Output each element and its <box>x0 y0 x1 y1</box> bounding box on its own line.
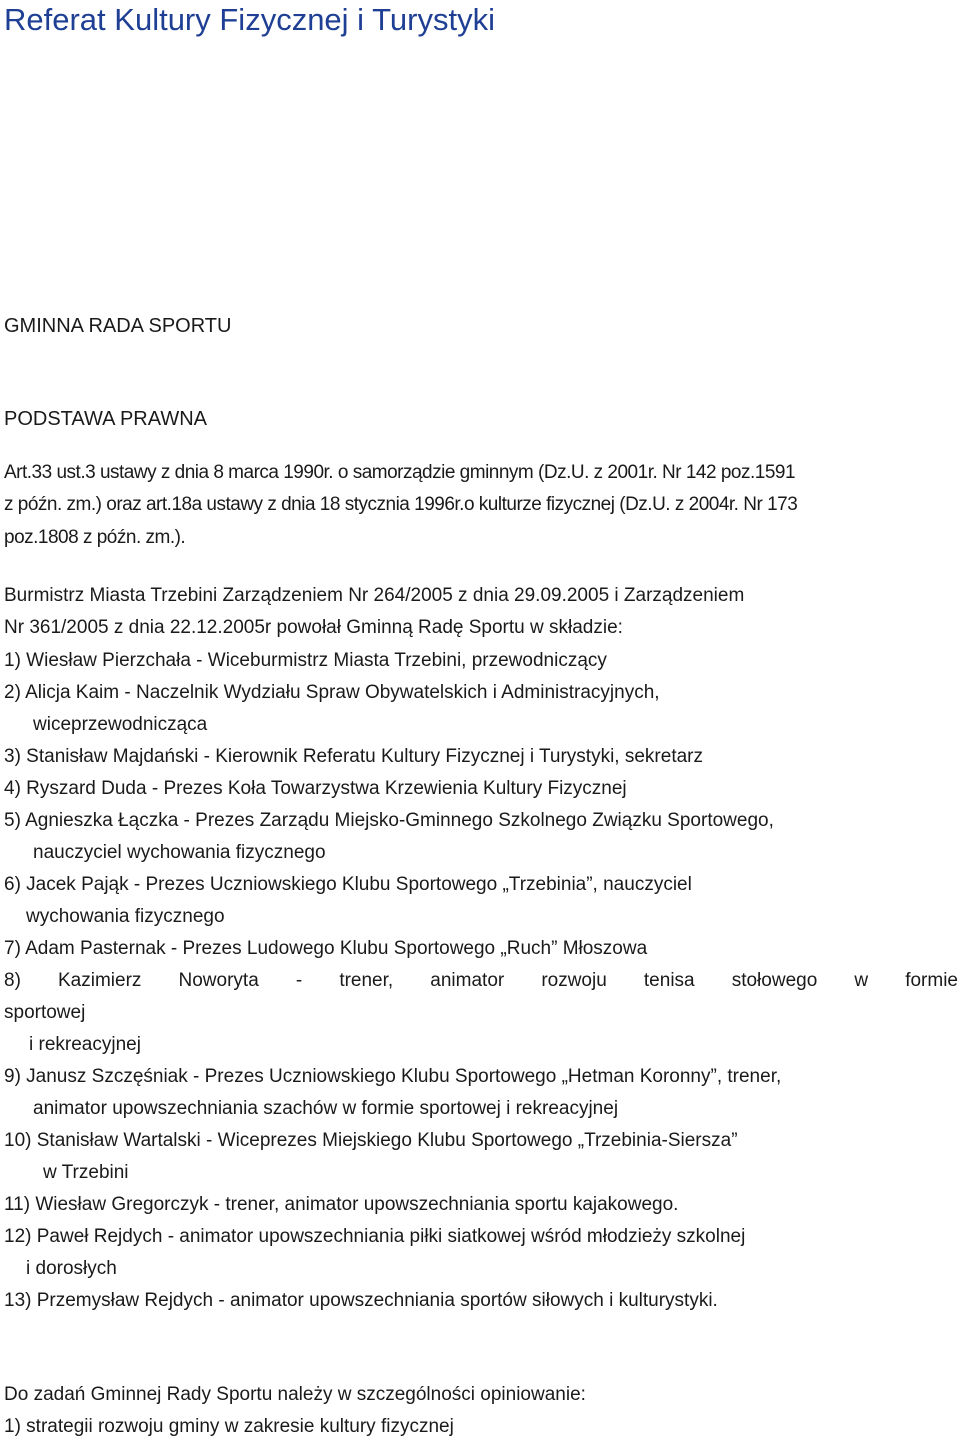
member-text-continuation: i dorosłych <box>26 1258 117 1279</box>
member-text: 5) Agnieszka Łączka - Prezes Zarządu Miejsko-Gminnego Szkolnego Związku Sportowego, <box>4 810 774 831</box>
member-text: 13) Przemysław Rejdych - animator upowszechniania sportów siłowych i kulturystyki. <box>4 1290 718 1311</box>
member-text-continuation: nauczyciel wychowania fizycznego <box>33 842 326 863</box>
member-text: 2) Alicja Kaim - Naczelnik Wydziału Spraw Obywatelskich i Administracyjnych, <box>4 682 660 703</box>
member-text: 1) Wiesław Pierzchała - Wiceburmistrz Miasta Trzebini, przewodniczący <box>4 650 607 671</box>
legal-basis-text <box>4 457 958 554</box>
member-text: 4) Ryszard Duda - Prezes Koła Towarzystwa Krzewienia Kultury Fizycznej <box>4 778 627 799</box>
member-text: 3) Stanisław Majdański - Kierownik Referatu Kultury Fizycznej i Turystyki, sekretarz <box>4 746 704 767</box>
list-item <box>4 1221 958 1285</box>
list-item <box>4 1061 958 1125</box>
member-text-continuation: i rekreacyjnej <box>29 1034 141 1055</box>
member-text-continuation: sportowej <box>4 1002 86 1023</box>
list-item: 1) strategii rozwoju gminy w zakresie kultury fizycznej <box>4 1416 454 1437</box>
legal-basis-line: poz.1808 z późn. zm.). <box>4 527 186 548</box>
decree-text <box>4 580 958 645</box>
member-text-continuation: w Trzebini <box>43 1162 129 1183</box>
list-item <box>4 677 958 741</box>
article-body <box>4 310 958 1443</box>
decree-line: Nr 361/2005 z dnia 22.12.2005r powołał Gminną Radę Sportu w składzie: <box>4 617 623 638</box>
member-text: 9) Janusz Szczęśniak - Prezes Uczniowskiego Klubu Sportowego „Hetman Koronny”, trener, <box>4 1066 782 1087</box>
council-heading: GMINNA RADA SPORTU <box>4 315 232 337</box>
list-item <box>4 741 958 773</box>
list-item <box>4 645 958 677</box>
list-item <box>4 1189 958 1221</box>
list-item <box>4 869 958 933</box>
member-text: 12) Paweł Rejdych - animator upowszechniania piłki siatkowej wśród młodzieży szkolnej <box>4 1226 746 1247</box>
member-text: 7) Adam Pasternak - Prezes Ludowego Klubu Sportowego „Ruch” Młoszowa <box>4 938 648 959</box>
page-title: Referat Kultury Fizycznej i Turystyki <box>4 2 495 37</box>
member-text-continuation: wiceprzewodnicząca <box>33 714 208 735</box>
member-text: 8) Kazimierz Noworyta - trener, animator rozwoju tenisa stołowego w formie <box>4 970 958 991</box>
legal-basis-line: z późn. zm.) oraz art.18a ustawy z dnia 18 stycznia 1996r.o kulturze fizycznej (Dz.U. z 2004r. Nr 173 <box>4 494 798 515</box>
list-item <box>4 1125 958 1189</box>
list-item <box>4 933 958 965</box>
tasks-intro: Do zadań Gminnej Rady Sportu należy w szczególności opiniowanie: <box>4 1384 586 1405</box>
member-text: 11) Wiesław Gregorczyk - trener, animator upowszechniania sportu kajakowego. <box>4 1194 679 1215</box>
legal-basis-line: Art.33 ust.3 ustawy z dnia 8 marca 1990r. o samorządzie gminnym (Dz.U. z 2001r. Nr 142 poz.1591 <box>4 462 796 483</box>
member-text-continuation: wychowania fizycznego <box>26 906 225 927</box>
members-list <box>4 645 958 1317</box>
list-item <box>4 805 958 869</box>
legal-basis-heading: PODSTAWA PRAWNA <box>4 408 207 430</box>
decree-line: Burmistrz Miasta Trzebini Zarządzeniem Nr 264/2005 z dnia 29.09.2005 i Zarządzeniem <box>4 585 745 606</box>
member-text-continuation: animator upowszechniania szachów w formie sportowej i rekreacyjnej <box>33 1098 619 1119</box>
list-item <box>4 1285 958 1317</box>
member-text: 10) Stanisław Wartalski - Wiceprezes Miejskiego Klubu Sportowego „Trzebinia-Siersza” <box>4 1130 738 1151</box>
list-item <box>4 965 958 1061</box>
member-text: 6) Jacek Pająk - Prezes Uczniowskiego Klubu Sportowego „Trzebinia”, nauczyciel <box>4 874 692 895</box>
list-item <box>4 773 958 805</box>
